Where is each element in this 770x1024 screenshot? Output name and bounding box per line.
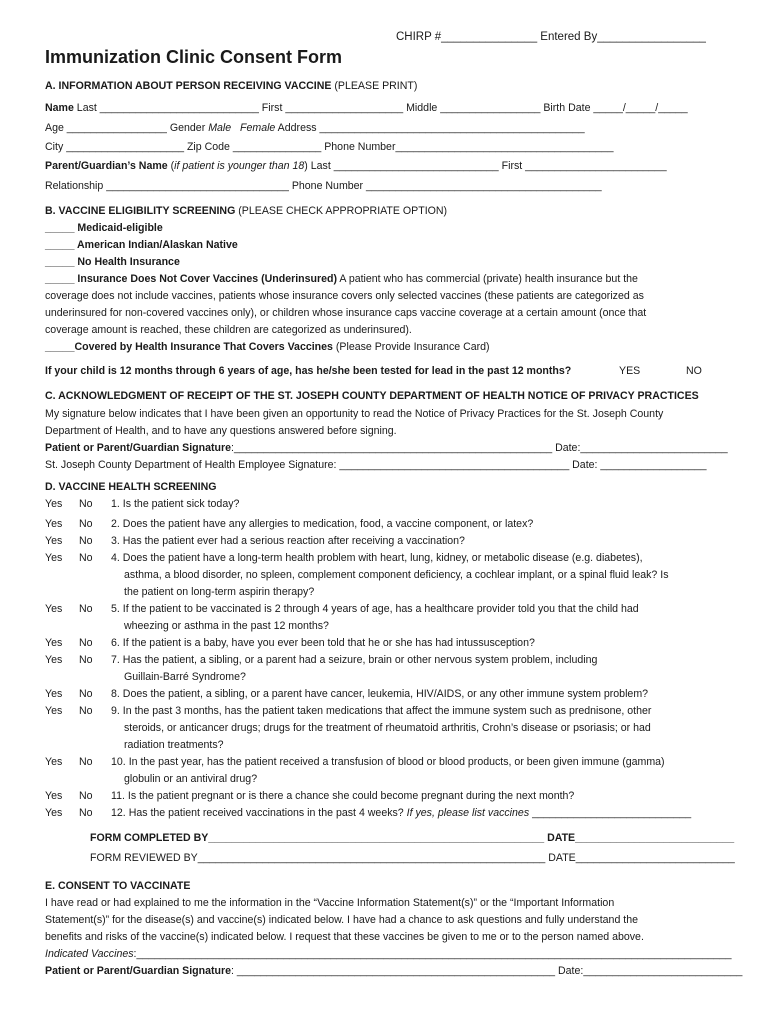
question-9 xyxy=(111,703,726,754)
address-field[interactable]: Address _____________________________________________ xyxy=(275,122,585,134)
form-completed-row[interactable]: FORM COMPLETED BY_________________________________________________________ DATE___________________________ xyxy=(90,832,735,844)
question-no-option[interactable]: No xyxy=(79,688,93,700)
question-text xyxy=(111,601,726,618)
question-text xyxy=(111,533,726,550)
question-text xyxy=(111,550,726,567)
question-note: If yes, please list vaccines xyxy=(406,807,530,819)
option-underinsured[interactable] xyxy=(45,272,638,286)
question-number: 3. xyxy=(111,535,120,547)
question-text xyxy=(111,652,726,669)
question-no-option[interactable]: No xyxy=(79,518,93,530)
question-12 xyxy=(111,805,726,822)
lead-yes-option[interactable]: YES xyxy=(619,365,641,377)
question-no-option[interactable]: No xyxy=(79,705,93,717)
question-number: 9. xyxy=(111,705,120,717)
question-1 xyxy=(111,496,726,513)
question-text-continued: asthma, a blood disorder, no spleen, complement component deficiency, a cochlear implant, or a spinal fluid leak? Is xyxy=(124,569,669,581)
age-field[interactable]: Age _________________ Gender xyxy=(45,122,209,134)
question-text xyxy=(111,635,726,652)
question-yes-option[interactable]: Yes xyxy=(45,637,63,649)
question-yes-option[interactable]: Yes xyxy=(45,603,63,615)
question-yes-option[interactable]: Yes xyxy=(45,518,63,530)
option-covered-label[interactable]: _____Covered by Health Insurance That Covers Vaccines xyxy=(45,341,333,353)
question-yes-option[interactable]: Yes xyxy=(45,807,63,819)
name-label: Name xyxy=(45,102,74,114)
question-4 xyxy=(111,550,726,601)
question-yes-option[interactable]: Yes xyxy=(45,790,63,802)
question-text-main: Is the patient sick today? xyxy=(122,498,240,510)
question-text-main: If the patient to be vaccinated is 2 through 4 years of age, has a healthcare provider told you that the child had xyxy=(122,603,639,615)
guardian-name-row[interactable] xyxy=(45,159,667,173)
section-c-heading: C. ACKNOWLEDGMENT OF RECEIPT OF THE ST. JOSEPH COUNTY DEPARTMENT OF HEALTH NOTICE OF PRIVACY PRACTICES xyxy=(45,390,699,402)
question-yes-option[interactable]: Yes xyxy=(45,535,63,547)
option-medicaid[interactable]: _____ Medicaid-eligible xyxy=(45,222,163,234)
indicated-vaccines-field[interactable]: :_____________________________________________________________________________________________________ xyxy=(133,948,732,960)
question-text-main: Does the patient have any allergies to medication, food, a vaccine component, or latex? xyxy=(122,518,534,530)
gender-female-option[interactable]: Female xyxy=(240,122,276,134)
question-number: 11. xyxy=(111,790,125,802)
question-yes-option[interactable]: Yes xyxy=(45,498,63,510)
question-text xyxy=(111,788,726,805)
consent-signature-label: Patient or Parent/Guardian Signature xyxy=(45,965,232,977)
question-text-main: Has the patient ever had a serious reaction after receiving a vaccination? xyxy=(122,535,465,547)
form-title: Immunization Clinic Consent Form xyxy=(45,47,343,67)
question-text-continued: Guillain-Barré Syndrome? xyxy=(124,671,246,683)
question-text-main: Has the patient received vaccinations in the past 4 weeks? xyxy=(128,807,407,819)
question-no-option[interactable]: No xyxy=(79,790,93,802)
consent-text-2: Statement(s)” for the disease(s) and vaccine(s) indicated below. I have had a chance to ask questions and fully understand the xyxy=(45,914,639,926)
question-text xyxy=(111,496,726,513)
privacy-text-2: Department of Health, and to have any questions answered before signing. xyxy=(45,425,397,437)
question-text-continued: wheezing or asthma in the past 12 months? xyxy=(124,620,329,632)
question-yes-option[interactable]: Yes xyxy=(45,688,63,700)
form-reviewed-row[interactable]: FORM REVIEWED BY___________________________________________________________ DATE___________________________ xyxy=(90,852,735,864)
employee-signature-row[interactable]: St. Joseph County Department of Health Employee Signature: _______________________________________ Date: __________________ xyxy=(45,459,707,471)
section-a-heading-bold: A. INFORMATION ABOUT PERSON RECEIVING VACCINE xyxy=(45,80,332,92)
question-number: 8. xyxy=(111,688,120,700)
underinsured-desc-4: coverage amount is reached, these children are categorized as underinsured). xyxy=(45,324,412,336)
section-a-heading xyxy=(45,79,417,93)
section-e-heading: E. CONSENT TO VACCINATE xyxy=(45,880,191,892)
name-row[interactable] xyxy=(45,101,688,115)
section-b-heading xyxy=(45,204,447,218)
underinsured-desc-2: coverage does not include vaccines, patients whose insurance covers only selected vaccines (these patients are categorized as xyxy=(45,290,644,302)
option-covered[interactable] xyxy=(45,340,490,354)
question-5 xyxy=(111,601,726,635)
question-no-option[interactable]: No xyxy=(79,637,93,649)
question-text-main: Does the patient, a sibling, or a parent have cancer, leukemia, HIV/AIDS, or any other immune system problem? xyxy=(122,688,649,700)
question-number: 5. xyxy=(111,603,120,615)
question-8 xyxy=(111,686,726,703)
lead-no-option[interactable]: NO xyxy=(686,365,702,377)
question-3 xyxy=(111,533,726,550)
option-native[interactable]: _____ American Indian/Alaskan Native xyxy=(45,239,238,251)
question-text-main: In the past 3 months, has the patient taken medications that affect the immune system such as prednisone, other xyxy=(122,705,652,717)
consent-text-1: I have read or had explained to me the information in the “Vaccine Information Statement(s)” or the “Important Information xyxy=(45,897,615,909)
question-no-option[interactable]: No xyxy=(79,603,93,615)
privacy-signature-label: Patient or Parent/Guardian Signature xyxy=(45,442,232,454)
guardian-name-fields[interactable]: ) Last ____________________________ First ________________________ xyxy=(304,160,667,172)
question-number: 4. xyxy=(111,552,120,564)
consent-signature-field[interactable]: : ______________________________________________________ Date:___________________________ xyxy=(231,965,743,977)
underinsured-desc-1: A patient who has commercial (private) health insurance but the xyxy=(337,273,638,285)
question-no-option[interactable]: No xyxy=(79,807,93,819)
question-number: 1. xyxy=(111,498,120,510)
question-text-continued: the patient on long-term aspirin therapy? xyxy=(124,586,315,598)
question-text xyxy=(111,686,726,703)
guardian-paren: ( xyxy=(167,160,175,172)
question-no-option[interactable]: No xyxy=(79,756,93,768)
question-text-main: Does the patient have a long-term health problem with heart, lung, kidney, or metabolic disease (e.g. diabetes), xyxy=(122,552,643,564)
consent-text-3: benefits and risks of the vaccine(s) indicated below. I request that these vaccines be given to me or to the person named above. xyxy=(45,931,644,943)
question-yes-option[interactable]: Yes xyxy=(45,552,63,564)
indicated-vaccines-row[interactable] xyxy=(45,947,732,961)
question-number: 12. xyxy=(111,807,126,819)
section-b-heading-note: (PLEASE CHECK APPROPRIATE OPTION) xyxy=(235,205,448,217)
question-text-main: Is the patient pregnant or is there a chance she could become pregnant during the next month? xyxy=(127,790,575,802)
question-2 xyxy=(111,516,726,533)
question-text-main: In the past year, has the patient received a transfusion of blood or blood products, or been given immune (gamma) xyxy=(128,756,665,768)
question-yes-option[interactable]: Yes xyxy=(45,654,63,666)
gender-male-option[interactable]: Male xyxy=(208,122,232,134)
question-text-continued: globulin or an antiviral drug? xyxy=(124,773,258,785)
guardian-name-label: Parent/Guardian’s Name xyxy=(45,160,168,172)
privacy-signature-field[interactable]: :______________________________________________________ Date:_________________________ xyxy=(231,442,728,454)
option-no-insurance[interactable]: _____ No Health Insurance xyxy=(45,256,180,268)
section-d-heading: D. VACCINE HEALTH SCREENING xyxy=(45,481,217,493)
question-number: 2. xyxy=(111,518,120,530)
guardian-note: if patient is younger than 18 xyxy=(174,160,305,172)
option-covered-note: (Please Provide Insurance Card) xyxy=(332,341,490,353)
chirp-entered-by-field[interactable]: CHIRP #_______________ Entered By_________________ xyxy=(396,31,706,43)
indicated-vaccines-label: Indicated Vaccines xyxy=(45,948,134,960)
question-text-continued: steroids, or anticancer drugs; drugs for the treatment of rheumatoid arthritis, Crohn’s disease or psoriasis; or had xyxy=(124,722,651,734)
question-text xyxy=(111,754,726,771)
underinsured-desc-3: underinsured for non-covered vaccines only), or children whose insurance caps vaccine coverage at a certain amount (once that xyxy=(45,307,647,319)
question-no-option[interactable]: No xyxy=(79,654,93,666)
question-7 xyxy=(111,652,726,686)
privacy-signature-row[interactable] xyxy=(45,441,728,455)
question-11 xyxy=(111,788,726,805)
question-no-option[interactable]: No xyxy=(79,552,93,564)
section-a-heading-note: (PLEASE PRINT) xyxy=(331,80,418,92)
question-text-main: If the patient is a baby, have you ever been told that he or she has had intussusception? xyxy=(122,637,535,649)
consent-signature-row[interactable] xyxy=(45,964,742,978)
section-b-heading-bold: B. VACCINE ELIGIBILITY SCREENING xyxy=(45,205,236,217)
question-number: 10. xyxy=(111,756,126,768)
privacy-text-1: My signature below indicates that I have been given an opportunity to read the Notice of Privacy Practices for the St. Joseph County xyxy=(45,408,664,420)
question-yes-option[interactable]: Yes xyxy=(45,705,63,717)
question-text-continued: radiation treatments? xyxy=(124,739,224,751)
question-text xyxy=(111,516,726,533)
name-fields[interactable]: Last ___________________________ First ____________________ Middle _________________ Birth Date _____/_____/_____ xyxy=(73,102,688,114)
question-text xyxy=(111,805,726,822)
question-6 xyxy=(111,635,726,652)
question-no-option[interactable]: No xyxy=(79,535,93,547)
question-10 xyxy=(111,754,726,788)
age-gender-address-row[interactable] xyxy=(45,121,585,135)
vaccine-list-field[interactable]: ___________________________ xyxy=(529,807,692,819)
question-yes-option[interactable]: Yes xyxy=(45,756,63,768)
question-text-main: Has the patient, a sibling, or a parent had a seizure, brain or other nervous system problem, including xyxy=(122,654,598,666)
question-number: 6. xyxy=(111,637,120,649)
city-zip-phone-row[interactable]: City ____________________ Zip Code _______________ Phone Number_____________________________________ xyxy=(45,141,614,153)
question-no-option[interactable]: No xyxy=(79,498,93,510)
question-text xyxy=(111,703,726,720)
relationship-phone-row[interactable]: Relationship _______________________________ Phone Number ________________________________________ xyxy=(45,180,602,192)
lead-test-question: If your child is 12 months through 6 years of age, has he/she been tested for lead in the past 12 months? xyxy=(45,365,572,377)
option-underinsured-label[interactable]: _____ Insurance Does Not Cover Vaccines (Underinsured) xyxy=(45,273,338,285)
question-number: 7. xyxy=(111,654,120,666)
